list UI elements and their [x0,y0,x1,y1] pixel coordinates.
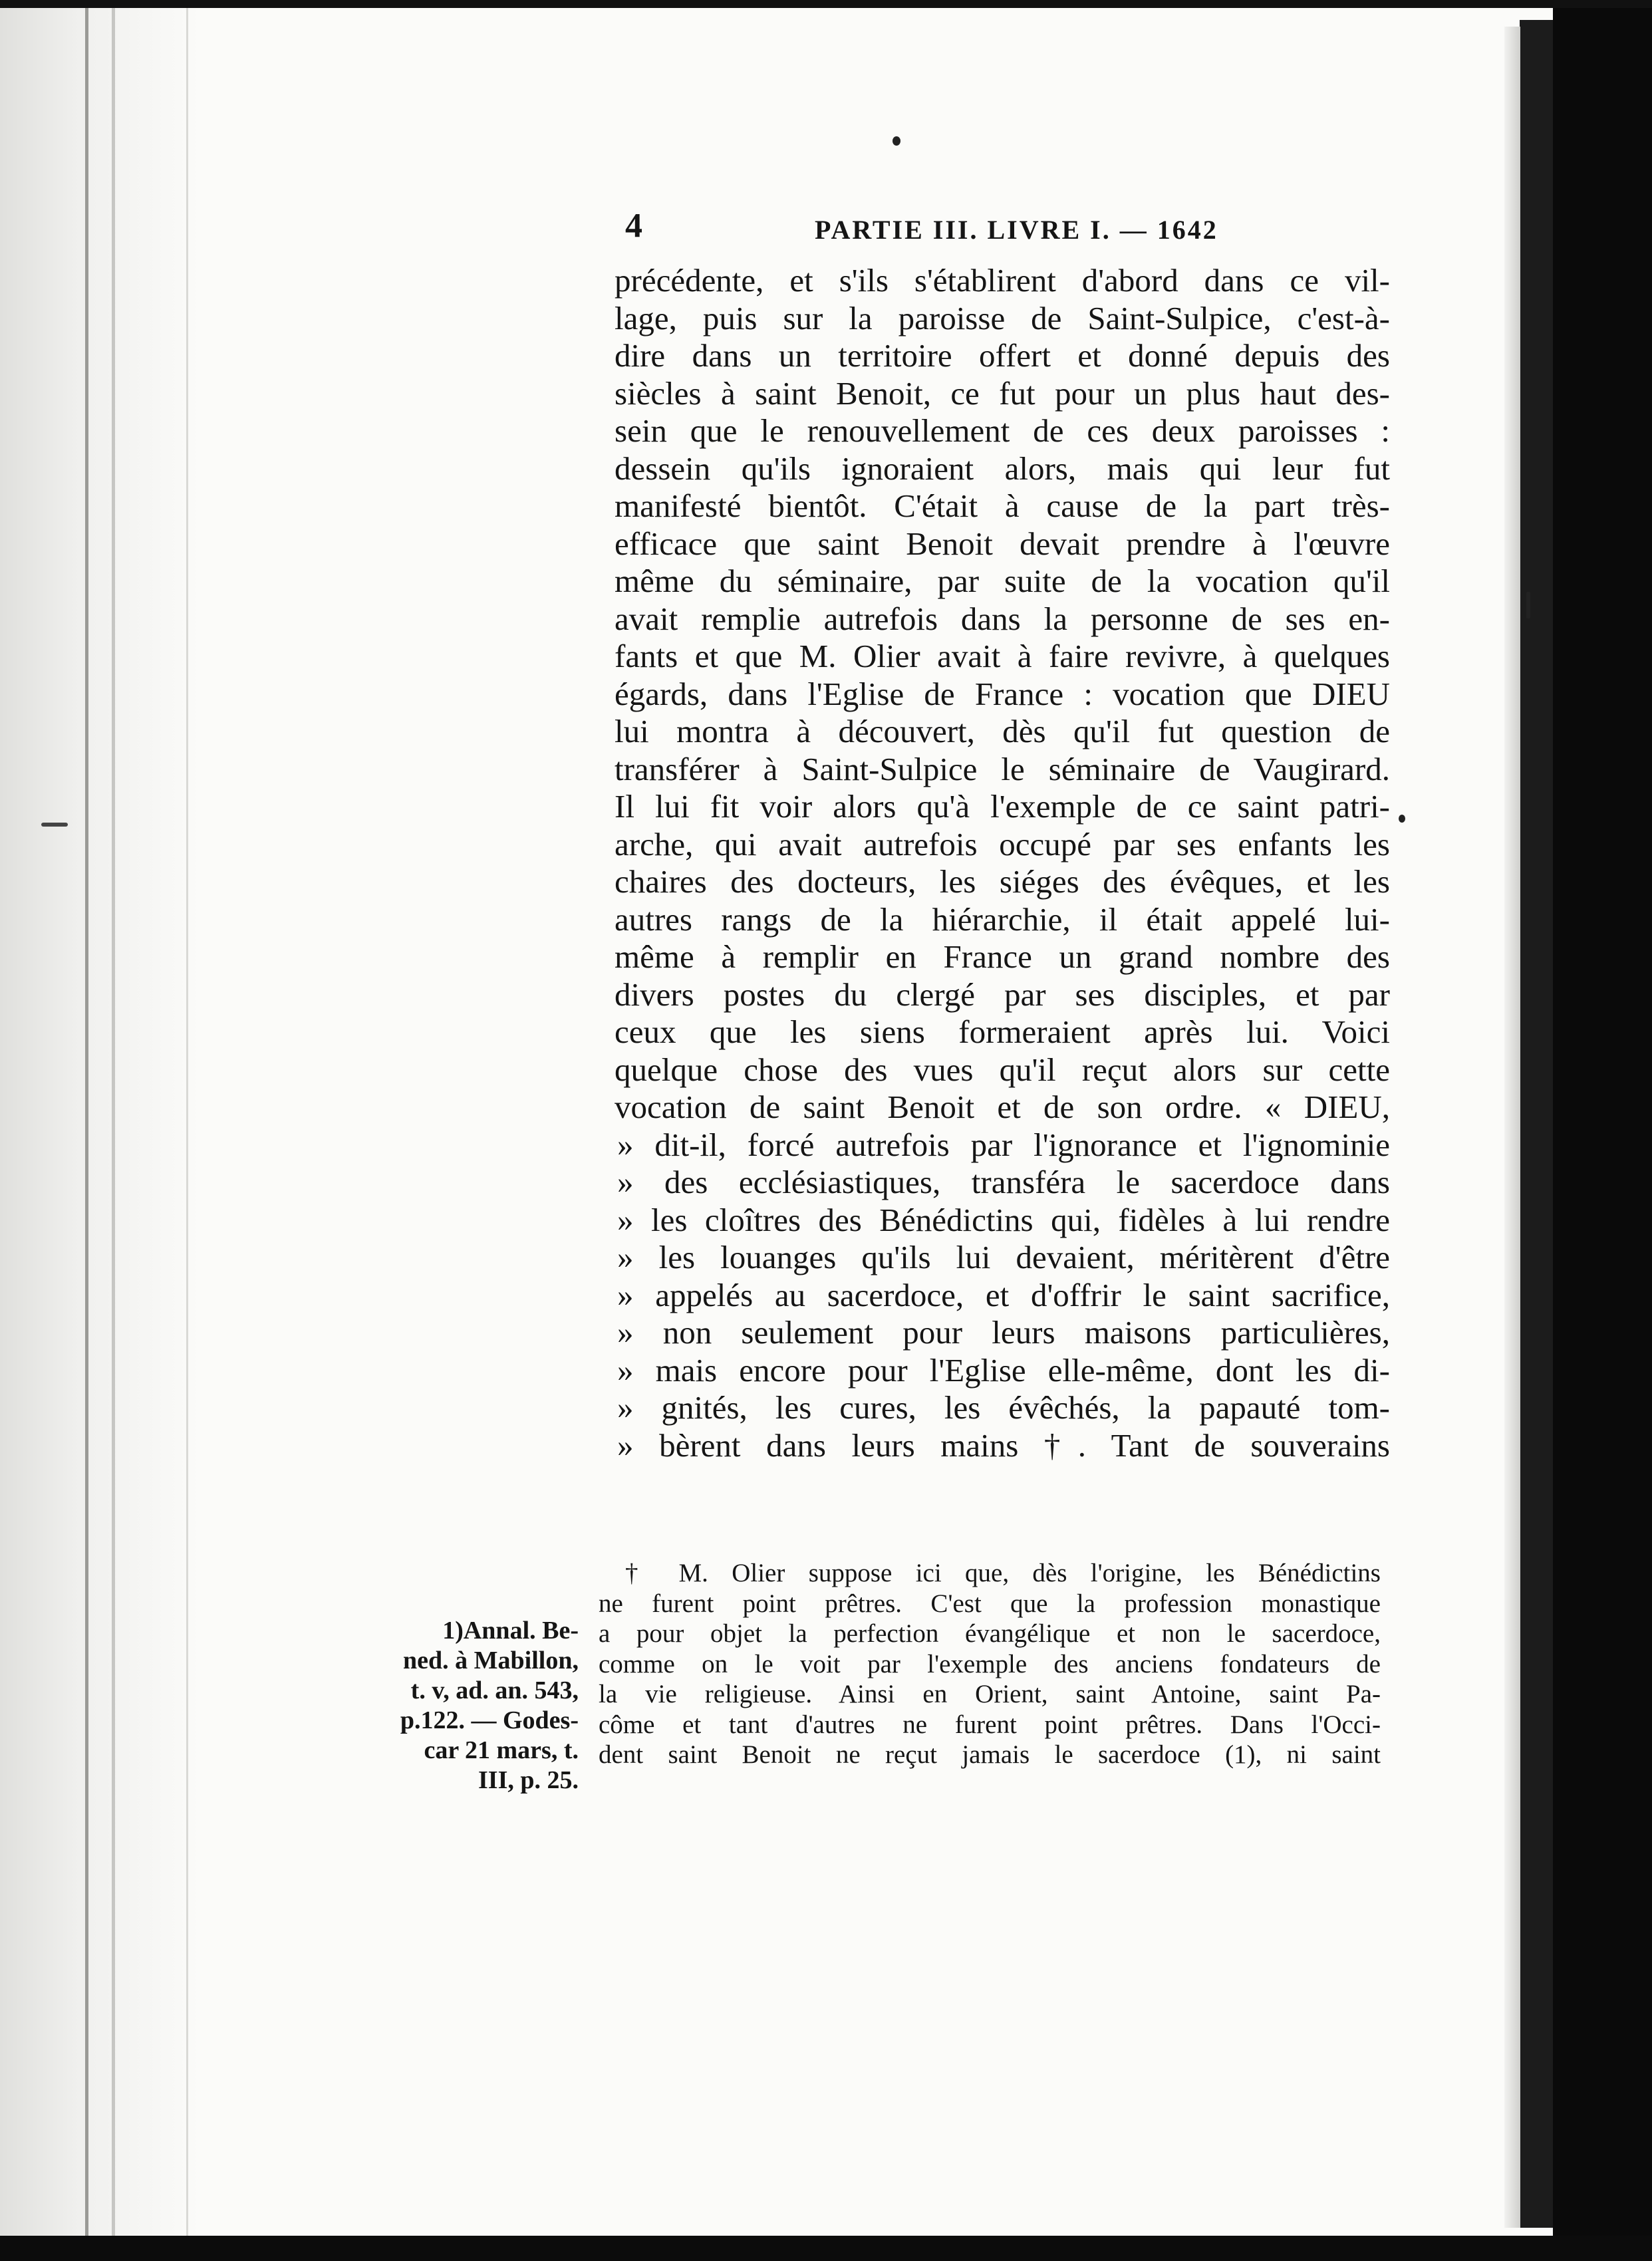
text-line: » appelés au sacerdoce, et d'offrir le saint sacrifice, [617,1276,1390,1313]
text-line: lui montra à découvert, dès qu'il fut question de [615,713,1390,749]
scan-border-right [1553,8,1652,2236]
footnote-line: côme et tant d'autres ne furent point prêtres. Dans l'Occi- [599,1710,1381,1739]
text-line: même à remplir en France un grand nombre des [615,938,1390,975]
text-line: » les louanges qu'ils lui devaient, méritèrent d'être [617,1239,1390,1275]
text-line: efficace que saint Benoit devait prendre à l'œuvre [615,525,1390,562]
text-line: » non seulement pour leurs maisons particulières, [617,1314,1390,1351]
spine-shadow [0,8,200,2236]
margin-reference-line: car 21 mars, t. [424,1736,579,1764]
text-line: dessein qu'ils ignoraient alors, mais qui leur fut [615,450,1390,487]
footnote-line: a pour objet la perfection évangélique et non le sacerdoce, [599,1619,1381,1648]
text-line: siècles à saint Benoit, ce fut pour un plus haut des- [615,374,1390,412]
text-line: » gnités, les cures, les évêchés, la papauté tom- [617,1389,1390,1426]
running-head [625,206,1410,253]
footnote [599,1558,1381,1770]
text-line: » dit-il, forcé autrefois par l'ignorance et l'ignominie [617,1126,1390,1163]
text-line: chaires des docteurs, les siéges des évêques, et les [615,863,1390,900]
text-line: quelque chose des vues qu'il reçut alors sur cette [615,1051,1390,1088]
text-line: vocation de saint Benoit et de son ordre. « DIEU, [615,1089,1390,1125]
text-line: autres rangs de la hiérarchie, il était appelé lui- [615,900,1390,938]
spine-crease [112,8,115,2236]
text-line: dire dans un territoire offert et donné depuis des [615,337,1390,374]
footnote-line: dent saint Benoit ne reçut jamais le sacerdoce (1), ni saint [599,1740,1381,1769]
text-line: ceux que les siens formeraient après lui. Voici [615,1013,1390,1050]
scan-border-bottom [0,2236,1652,2261]
text-line: » mais encore pour l'Eglise elle-même, dont les di- [617,1351,1390,1389]
margin-reference-line: ned. à Mabillon, [403,1647,579,1674]
margin-reference-line: 1)Annal. Be- [442,1617,579,1645]
scan-border-top [0,0,1652,8]
footnote-line: † M. Olier suppose ici que, dès l'origine, les Bénédictins [625,1559,1381,1587]
page-edge [1504,27,1520,2228]
footnote-line: comme on le voit par l'exemple des anciens fondateurs de [599,1649,1381,1678]
margin-reference-line: t. v, ad. an. 543, [410,1676,579,1704]
spine-crease [85,8,88,2236]
text-line: sein que le renouvellement de ces deux paroisses : [615,412,1390,449]
text-line: » bèrent dans leurs mains †. Tant de souverains [617,1426,1390,1464]
ink-speck [41,823,68,827]
footnote-line: ne furent point prêtres. C'est que la profession monastique [599,1589,1381,1618]
ink-speck [1399,815,1405,823]
page-edge-shadow [1520,20,1553,2228]
text-line: Il lui fit voir alors qu'à l'exemple de ce saint patri- [615,788,1390,825]
text-line: arche, qui avait autrefois occupé par ses enfants les [615,825,1390,863]
text-line: transférer à Saint-Sulpice le séminaire de Vaugirard. [615,750,1390,787]
text-line: manifesté bientôt. C'était à cause de la part très- [615,487,1390,524]
text-line: même du séminaire, par suite de la vocation qu'il [615,563,1390,599]
running-head-title: PARTIE III. LIVRE I. — 1642 [815,215,1218,245]
text-line: » des ecclésiastiques, transféra le sacerdoce dans [617,1164,1390,1200]
margin-reference [372,1616,579,1796]
text-line: avait remplie autrefois dans la personne de ses en- [615,600,1390,637]
text-line: fants et que M. Olier avait à faire revivre, à quelques [615,638,1390,674]
body-text [615,262,1390,1464]
text-line: précédente, et s'ils s'établirent d'abord dans ce vil- [615,262,1390,299]
text-line: divers postes du clergé par ses disciples, et par [615,976,1390,1013]
text-line: égards, dans l'Eglise de France : vocation que DIEU [615,675,1390,712]
text-line: lage, puis sur la paroisse de Saint-Sulpice, c'est-à- [615,299,1390,336]
footnote-line: la vie religieuse. Ainsi en Orient, saint Antoine, saint Pa- [599,1680,1381,1708]
margin-reference-line: III, p. 25. [478,1766,579,1794]
ink-speck [893,136,900,146]
text-line: » les cloîtres des Bénédictins qui, fidèles à lui rendre [617,1201,1390,1238]
page-number: 4 [625,207,642,245]
margin-reference-line: p.122. — Godes- [400,1706,579,1734]
spine-crease [186,8,188,2236]
ink-speck [1526,592,1530,618]
